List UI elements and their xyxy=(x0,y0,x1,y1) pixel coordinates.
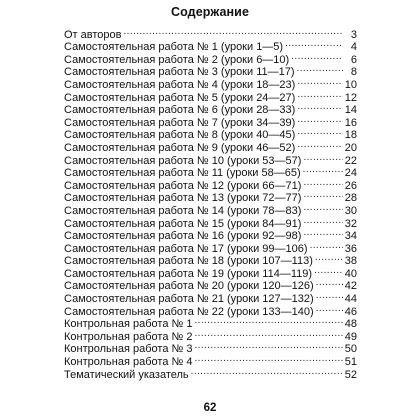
toc-entry-page: 14 xyxy=(344,104,357,117)
toc-entry-label: Контрольная работа № 2 xyxy=(64,330,193,343)
toc-entry-page: 50 xyxy=(344,343,357,356)
toc-entry-label: Самостоятельная работа № 21 (уроки 127—132) xyxy=(64,293,314,306)
toc-entry-label: Самостоятельная работа № 13 (уроки 72—77) xyxy=(64,192,302,205)
toc-leader-dots xyxy=(194,327,342,340)
toc-entry-page: 22 xyxy=(344,154,357,167)
toc-entry-label: Контрольная работа № 4 xyxy=(64,356,193,369)
table-of-contents xyxy=(64,25,357,381)
toc-leader-dots xyxy=(316,277,343,290)
toc-entry-page: 18 xyxy=(344,129,357,142)
toc-entry-label: Самостоятельная работа № 12 (уроки 66—71) xyxy=(64,179,302,192)
toc-entry-label: Самостоятельная работа № 9 (уроки 46—52) xyxy=(64,141,296,154)
toc-leader-dots xyxy=(315,252,343,265)
toc-entry-page: 16 xyxy=(344,116,357,129)
toc-leader-dots xyxy=(303,189,342,202)
toc-entry-page: 49 xyxy=(344,330,357,343)
toc-entry-label: Самостоятельная работа № 18 (уроки 107—113) xyxy=(64,255,313,268)
toc-entry-page: 42 xyxy=(344,280,357,293)
toc-entry-label: Самостоятельная работа № 19 (уроки 114—119) xyxy=(64,267,313,280)
toc-leader-dots xyxy=(303,201,342,214)
toc-entry-label: Самостоятельная работа № 20 (уроки 120—126) xyxy=(64,280,314,293)
toc-leader-dots xyxy=(297,88,342,101)
toc-entry-page: 8 xyxy=(350,66,357,79)
toc-entry-label: Самостоятельная работа № 16 (уроки 92—98) xyxy=(64,230,302,243)
toc-entry-page: 44 xyxy=(344,293,357,306)
toc-leader-dots xyxy=(303,151,342,164)
toc-entry-page: 51 xyxy=(344,356,357,369)
toc-leader-dots xyxy=(303,214,342,227)
toc-entry-page: 24 xyxy=(344,167,357,180)
toc-leader-dots xyxy=(191,365,343,378)
toc-leader-dots xyxy=(316,302,343,315)
toc-entry-label: Самостоятельная работа № 11 (уроки 58—65) xyxy=(64,167,301,180)
toc-leader-dots xyxy=(297,138,342,151)
toc-leader-dots xyxy=(303,227,342,240)
toc-leader-dots xyxy=(316,289,343,302)
toc-leader-dots xyxy=(194,340,342,353)
toc-leader-dots xyxy=(285,38,343,51)
toc-entry-page: 20 xyxy=(344,141,357,154)
toc-leader-dots xyxy=(314,264,343,277)
toc-leader-dots xyxy=(194,315,342,328)
toc-entry-page: 26 xyxy=(344,179,357,192)
toc-leader-dots xyxy=(303,164,343,177)
page-title: Содержание xyxy=(170,5,249,19)
toc-entry-label: Самостоятельная работа № 5 (уроки 24—27) xyxy=(64,91,296,104)
toc-entry-page: 40 xyxy=(344,267,357,280)
toc-entry-label: Самостоятельная работа № 22 (уроки 133—140) xyxy=(64,305,314,318)
toc-entry xyxy=(64,25,357,41)
toc-entry-label: Контрольная работа № 3 xyxy=(64,343,193,356)
toc-leader-dots xyxy=(297,126,342,139)
toc-leader-dots xyxy=(303,176,342,189)
toc-leader-dots xyxy=(297,101,342,114)
toc-entry-page: 32 xyxy=(344,217,357,230)
toc-entry-label: Самостоятельная работа № 2 (уроки 6—10) xyxy=(64,53,290,66)
toc-entry-label: Самостоятельная работа № 6 (уроки 28—33) xyxy=(64,104,296,117)
toc-entry-label: Тематический указатель xyxy=(64,368,189,381)
page-number: 62 xyxy=(203,402,217,414)
toc-leader-dots xyxy=(123,25,343,38)
toc-entry-label: Самостоятельная работа № 17 (уроки 99—106) xyxy=(64,242,308,255)
toc-entry-page: 48 xyxy=(344,318,357,331)
toc-entry-page: 3 xyxy=(350,28,357,41)
toc-entry-page: 4 xyxy=(350,41,357,54)
toc-entry-label: Самостоятельная работа № 3 (уроки 11—17) xyxy=(64,66,295,79)
toc-leader-dots xyxy=(297,63,343,76)
toc-entry-page: 12 xyxy=(344,91,357,104)
toc-entry-page: 36 xyxy=(344,242,357,255)
toc-entry-page: 30 xyxy=(344,204,357,217)
toc-leader-dots xyxy=(310,239,343,252)
toc-entry-label: Самостоятельная работа № 15 (уроки 84—91) xyxy=(64,217,302,230)
toc-leader-dots xyxy=(297,113,342,126)
toc-leader-dots xyxy=(297,75,342,88)
toc-entry-label: От авторов xyxy=(64,28,122,41)
toc-entry-label: Самостоятельная работа № 4 (уроки 18—23) xyxy=(64,78,296,91)
toc-entry-label: Контрольная работа № 1 xyxy=(64,318,193,331)
toc-entry-label: Самостоятельная работа № 14 (уроки 78—83) xyxy=(64,204,302,217)
toc-entry-label: Самостоятельная работа № 8 (уроки 40—45) xyxy=(64,129,296,142)
toc-entry-page: 46 xyxy=(344,305,357,318)
toc-leader-dots xyxy=(194,352,342,365)
toc-entry-label: Самостоятельная работа № 10 (уроки 53—57) xyxy=(64,154,302,167)
toc-entry-page: 28 xyxy=(344,192,357,205)
toc-entry-page: 52 xyxy=(344,368,357,381)
toc-entry-page: 6 xyxy=(350,53,357,66)
toc-entry-page: 38 xyxy=(344,255,357,268)
toc-leader-dots xyxy=(291,50,343,63)
toc-entry-page: 10 xyxy=(344,78,357,91)
toc-entry-label: Самостоятельная работа № 1 (уроки 1—5) xyxy=(64,41,284,54)
toc-entry-label: Самостоятельная работа № 7 (уроки 34—39) xyxy=(64,116,296,129)
toc-entry-page: 34 xyxy=(344,230,357,243)
